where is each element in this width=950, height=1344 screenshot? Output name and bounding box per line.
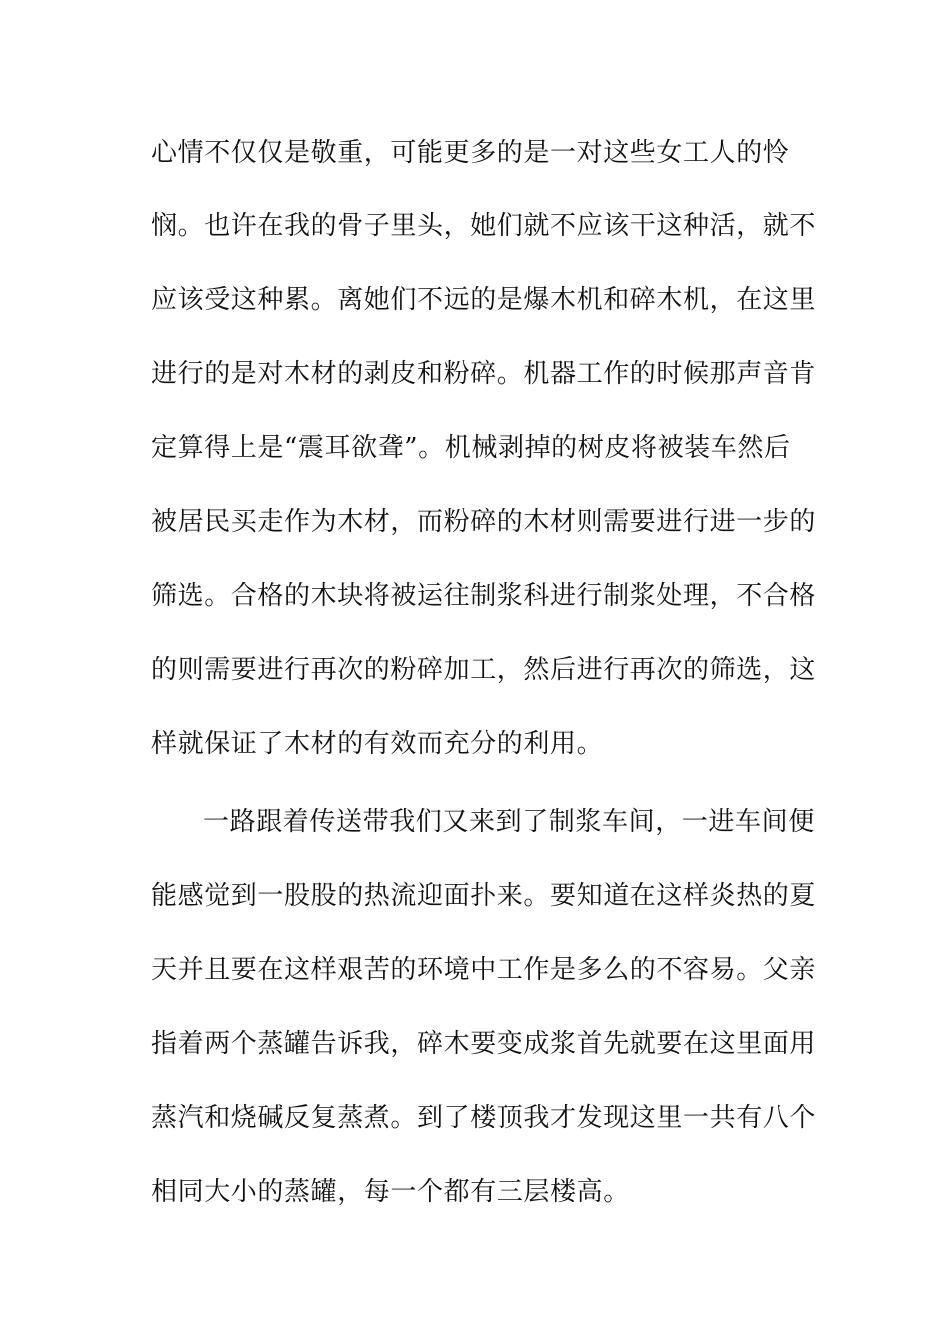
text-line: 相同大小的蒸罐，每一个都有三层楼高。 — [151, 1177, 630, 1207]
text-line: 定算得上是“震耳欲聋”。机械剥掉的树皮将被装车然后 — [151, 433, 791, 463]
text-line: 能感觉到一股股的热流迎面扑来。要知道在这样炎热的夏 — [151, 881, 817, 911]
text-line: 蒸汽和烧碱反复蒸煮。到了楼顶我才发现这里一共有八个 — [151, 1103, 817, 1133]
text-line: 指着两个蒸罐告诉我，碎木要变成浆首先就要在这里面用 — [151, 1029, 817, 1059]
text-line: 天并且要在这样艰苦的环境中工作是多么的不容易。父亲 — [151, 955, 817, 985]
text-line: 心情不仅仅是敬重，可能更多的是一对这些女工人的怜 — [151, 138, 790, 168]
text-line: 被居民买走作为木材，而粉碎的木材则需要进行进一步的 — [151, 507, 817, 537]
text-line: 悯。也许在我的骨子里头，她们就不应该干这种活，就不 — [151, 211, 817, 241]
text-line: 应该受这种累。离她们不远的是爆木机和碎木机，在这里 — [151, 285, 817, 315]
text-line: 筛选。合格的木块将被运往制浆科进行制浆处理，不合格 — [151, 581, 817, 611]
text-line: 进行的是对木材的剥皮和粉碎。机器工作的时候那声音肯 — [151, 359, 817, 389]
text-line: 的则需要进行再次的粉碎加工，然后进行再次的筛选，这 — [151, 655, 817, 685]
text-line: 样就保证了木材的有效而充分的利用。 — [151, 729, 604, 759]
text-line: 一路跟着传送带我们又来到了制浆车间，一进车间便 — [203, 807, 815, 837]
